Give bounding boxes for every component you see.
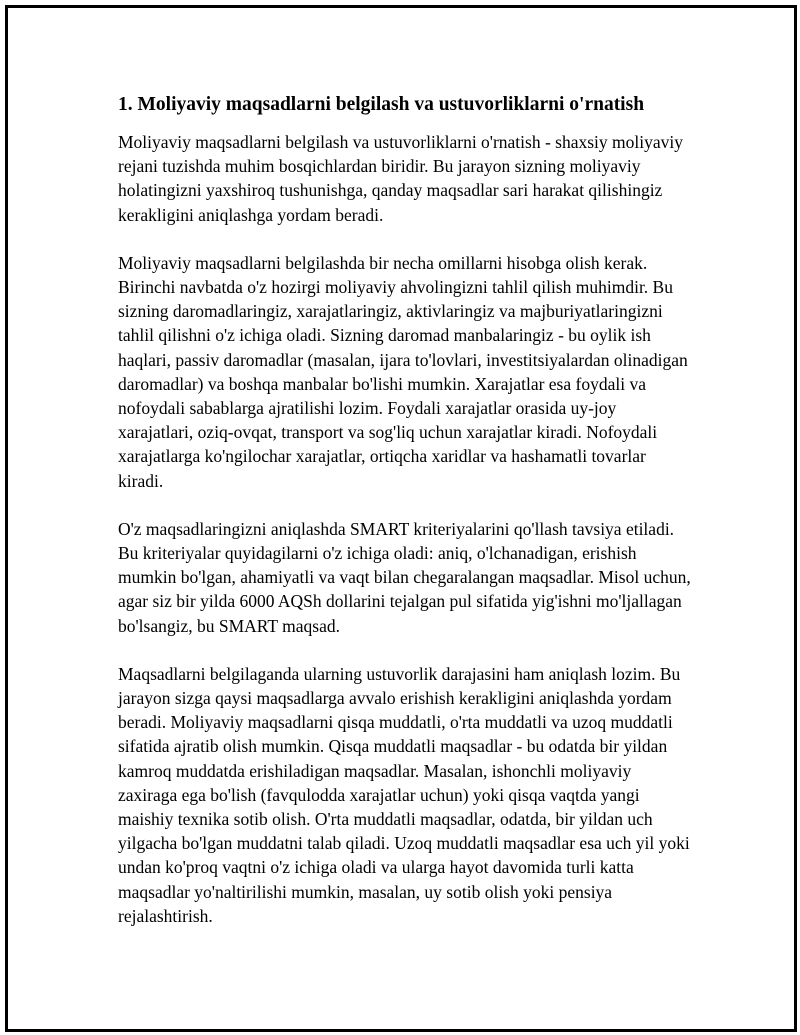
paragraph-intro: Moliyaviy maqsadlarni belgilash va ustuvorliklarni o'rnatish - shaxsiy moliyaviy rejani tuzishda muhim bosqichlardan biridir. Bu jarayon sizning moliyaviy holatingizni yaxshiroq tushunishga, qanday maqsadlar sari harakat qilishingiz kerakligini aniqlashga yordam beradi.: [118, 132, 684, 225]
paragraph-smart-criteria: O'z maqsadlaringizni aniqlashda SMART kriteriyalarini qo'llash tavsiya etiladi. Bu kriteriyalar quyidagilarni o'z ichiga oladi: aniq, o'lchanadigan, erishish mumkin bo'lgan, ahamiyatli va vaqt bilan chegaralangan maqsadlar. Misol uchun, agar siz bir yilda 6000 AQSh dollarini tejalgan pul sifatida yig'ishni mo'ljallagan bo'lsangiz, bu SMART maqsad.: [118, 518, 691, 636]
paragraph-priorities: Maqsadlarni belgilaganda ularning ustuvorlik darajasini ham aniqlash lozim. Bu jarayon sizga qaysi maqsadlarga avvalo erishish kerakligini aniqlashda yordam beradi. Moliyaviy maqsadlarni qisqa muddatli, o'rta muddatli va uzoq muddatli sifatida ajratib olish mumkin. Qisqa muddatli maqsadlar - bu odatda bir yildan kamroq muddatda erishiladigan maqsadlar. Masalan, ishonchli moliyaviy zaxiraga ega bo'lish (favqulodda xarajatlar uchun) yoki qisqa vaqtda yangi maishiy texnika sotib olish. O'rta muddatli maqsadlar, odatda, bir yildan uch yilgacha bo'lgan muddatni talab qiladi. Uzoq muddatli maqsadlar esa uch yil yoki undan ko'proq vaqtni o'z ichiga oladi va ularga hayot davomida turli katta maqsadlar yo'naltirilishi mumkin, masalan, uy sotib olish yoki pensiya rejalashtirish.: [118, 663, 690, 926]
section-heading: 1. Moliyaviy maqsadlarni belgilash va ustuvorliklarni o'rnatish: [118, 94, 645, 115]
paragraph-factors: Moliyaviy maqsadlarni belgilashda bir necha omillarni hisobga olish kerak. Birinchi navbatda o'z hozirgi moliyaviy ahvolingizni tahlil qilish muhimdir. Bu sizning daromadlaringiz, xarajatlaringiz, aktivlaringiz va majburiyatlaringizni tahlil qilishni o'z ichiga oladi. Sizning daromad manbalaringiz - bu oylik ish haqlari, passiv daromadlar (masalan, ijara to'lovlari, investitsiyalardan olinadigan daromadlar) va boshqa manbalar bo'lishi mumkin. Xarajatlar esa foydali va nofoydali sabablarga ajratilishi lozim. Foydali xarajatlar orasida uy-joy xarajatlari, oziq-ovqat, transport va sog'liq uchun xarajatlar kiradi. Nofoydali xarajatlarga ko'ngilochar xarajatlar, ortiqcha xaridlar va hashamatli tovarlar kiradi.: [118, 252, 688, 491]
document-body: [118, 93, 693, 952]
